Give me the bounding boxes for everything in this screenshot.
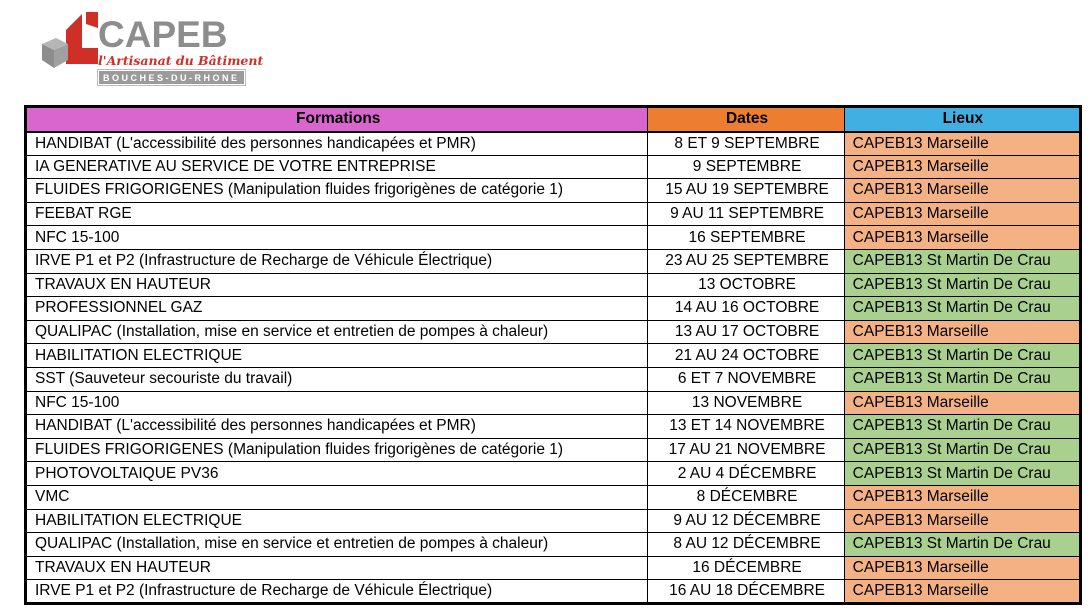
formation-cell: PHOTOVOLTAIQUE PV36 (26, 462, 648, 486)
formation-cell: SST (Sauveteur secouriste du travail) (26, 367, 648, 391)
date-cell: 9 AU 11 SEPTEMBRE (648, 202, 844, 226)
lieu-cell: CAPEB13 St Martin De Crau (844, 344, 1080, 368)
table-row (26, 509, 1081, 533)
date-cell: 16 DÉCEMBRE (648, 556, 844, 580)
table-row (26, 202, 1081, 226)
table-row (26, 132, 1081, 156)
date-cell: 8 AU 12 DÉCEMBRE (648, 533, 844, 557)
lieu-cell: CAPEB13 Marseille (844, 509, 1080, 533)
formation-cell: VMC (26, 485, 648, 509)
table-row (26, 155, 1081, 179)
table-row (26, 556, 1081, 580)
date-cell: 2 AU 4 DÉCEMBRE (648, 462, 844, 486)
formation-cell: FEEBAT RGE (26, 202, 648, 226)
date-cell: 9 AU 12 DÉCEMBRE (648, 509, 844, 533)
column-header-lieux: Lieux (844, 107, 1080, 132)
date-cell: 13 OCTOBRE (648, 273, 844, 297)
formation-cell: HANDIBAT (L'accessibilité des personnes handicapées et PMR) (26, 132, 648, 156)
lieu-cell: CAPEB13 St Martin De Crau (844, 297, 1080, 321)
date-cell: 17 AU 21 NOVEMBRE (648, 438, 844, 462)
lieu-cell: CAPEB13 Marseille (844, 179, 1080, 203)
table-row (26, 391, 1081, 415)
capeb-logo (36, 8, 264, 84)
date-cell: 13 AU 17 OCTOBRE (648, 320, 844, 344)
date-cell: 15 AU 19 SEPTEMBRE (648, 179, 844, 203)
table-row (26, 179, 1081, 203)
table-row (26, 462, 1081, 486)
capeb-logo-mark-icon (36, 8, 106, 80)
formations-table-body (26, 132, 1081, 604)
formation-cell: IRVE P1 et P2 (Infrastructure de Recharge de Véhicule Électrique) (26, 249, 648, 273)
lieu-cell: CAPEB13 Marseille (844, 132, 1080, 156)
formation-cell: IA GENERATIVE AU SERVICE DE VOTRE ENTREPRISE (26, 155, 648, 179)
formation-cell: NFC 15-100 (26, 226, 648, 250)
lieu-cell: CAPEB13 St Martin De Crau (844, 438, 1080, 462)
lieu-cell: CAPEB13 St Martin De Crau (844, 415, 1080, 439)
date-cell: 14 AU 16 OCTOBRE (648, 297, 844, 321)
date-cell: 9 SEPTEMBRE (648, 155, 844, 179)
table-row (26, 344, 1081, 368)
date-cell: 16 SEPTEMBRE (648, 226, 844, 250)
lieu-cell: CAPEB13 St Martin De Crau (844, 533, 1080, 557)
formations-table (24, 105, 1082, 605)
table-row (26, 249, 1081, 273)
formation-cell: HABILITATION ELECTRIQUE (26, 344, 648, 368)
date-cell: 13 NOVEMBRE (648, 391, 844, 415)
logo-region-banner: BOUCHES-DU-RHONE (98, 70, 245, 85)
lieu-cell: CAPEB13 Marseille (844, 485, 1080, 509)
table-row (26, 273, 1081, 297)
date-cell: 16 AU 18 DÉCEMBRE (648, 580, 844, 604)
lieu-cell: CAPEB13 Marseille (844, 580, 1080, 604)
table-row (26, 438, 1081, 462)
column-header-dates: Dates (648, 107, 844, 132)
lieu-cell: CAPEB13 St Martin De Crau (844, 462, 1080, 486)
date-cell: 13 ET 14 NOVEMBRE (648, 415, 844, 439)
formation-cell: NFC 15-100 (26, 391, 648, 415)
lieu-cell: CAPEB13 St Martin De Crau (844, 273, 1080, 297)
column-header-formations: Formations (26, 107, 648, 132)
table-row (26, 485, 1081, 509)
table-row (26, 533, 1081, 557)
date-cell: 8 ET 9 SEPTEMBRE (648, 132, 844, 156)
formation-cell: FLUIDES FRIGORIGENES (Manipulation fluides frigorigènes de catégorie 1) (26, 179, 648, 203)
lieu-cell: CAPEB13 Marseille (844, 226, 1080, 250)
lieu-cell: CAPEB13 Marseille (844, 155, 1080, 179)
lieu-cell: CAPEB13 Marseille (844, 320, 1080, 344)
lieu-cell: CAPEB13 Marseille (844, 556, 1080, 580)
table-row (26, 297, 1081, 321)
logo-tagline: l'Artisanat du Bâtiment (98, 53, 264, 69)
formation-cell: QUALIPAC (Installation, mise en service et entretien de pompes à chaleur) (26, 533, 648, 557)
formations-schedule (24, 105, 1082, 605)
formation-cell: IRVE P1 et P2 (Infrastructure de Recharge de Véhicule Électrique) (26, 580, 648, 604)
table-row (26, 415, 1081, 439)
lieu-cell: CAPEB13 Marseille (844, 391, 1080, 415)
formation-cell: PROFESSIONNEL GAZ (26, 297, 648, 321)
logo-text-block (98, 8, 263, 85)
formation-cell: TRAVAUX EN HAUTEUR (26, 556, 648, 580)
formation-cell: QUALIPAC (Installation, mise en service et entretien de pompes à chaleur) (26, 320, 648, 344)
table-header-row (26, 107, 1081, 132)
table-row (26, 320, 1081, 344)
logo-brand: CAPEB (98, 14, 228, 55)
date-cell: 23 AU 25 SEPTEMBRE (648, 249, 844, 273)
lieu-cell: CAPEB13 St Martin De Crau (844, 249, 1080, 273)
table-row (26, 226, 1081, 250)
lieu-cell: CAPEB13 Marseille (844, 202, 1080, 226)
formation-cell: FLUIDES FRIGORIGENES (Manipulation fluides frigorigènes de catégorie 1) (26, 438, 648, 462)
date-cell: 8 DÉCEMBRE (648, 485, 844, 509)
date-cell: 6 ET 7 NOVEMBRE (648, 367, 844, 391)
formation-cell: TRAVAUX EN HAUTEUR (26, 273, 648, 297)
formation-cell: HABILITATION ELECTRIQUE (26, 509, 648, 533)
lieu-cell: CAPEB13 St Martin De Crau (844, 367, 1080, 391)
date-cell: 21 AU 24 OCTOBRE (648, 344, 844, 368)
table-row (26, 580, 1081, 604)
formation-cell: HANDIBAT (L'accessibilité des personnes handicapées et PMR) (26, 415, 648, 439)
table-row (26, 367, 1081, 391)
